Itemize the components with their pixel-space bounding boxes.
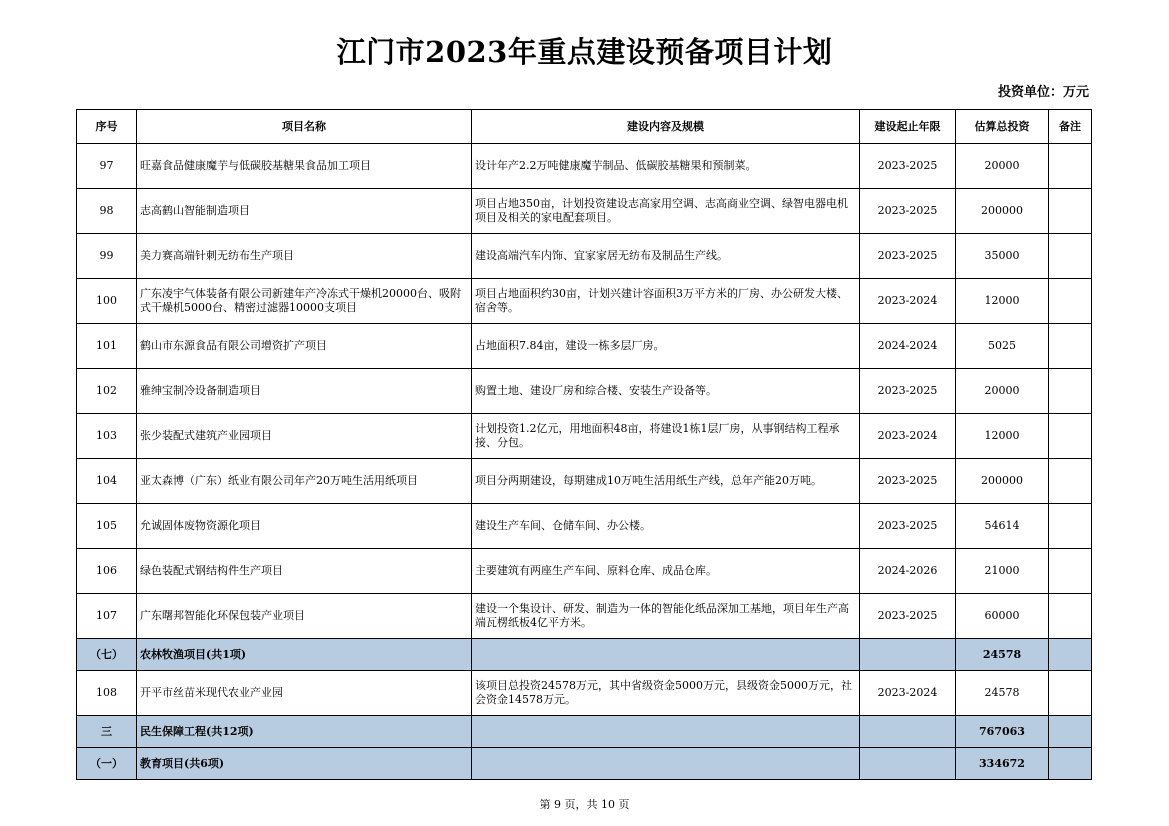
- cell-note: [1049, 234, 1092, 279]
- cell-period: 2023-2024: [860, 414, 956, 459]
- table-row: [77, 279, 1092, 324]
- cell-investment: 24578: [956, 671, 1049, 716]
- cell-period: [860, 716, 956, 748]
- cell-content: 建设一个集设计、研发、制造为一体的智能化纸品深加工基地，项目年生产高端瓦楞纸板4亿平方米。: [472, 594, 860, 639]
- cell-note: [1049, 504, 1092, 549]
- cell-content: 主要建筑有两座生产车间、原料仓库、成品仓库。: [472, 549, 860, 594]
- project-table: [76, 109, 1092, 780]
- table-row: [77, 671, 1092, 716]
- cell-note: [1049, 144, 1092, 189]
- table-row: [77, 414, 1092, 459]
- table-header-row: [77, 110, 1092, 144]
- cell-name: 张少装配式建筑产业园项目: [137, 414, 472, 459]
- cell-period: 2023-2025: [860, 144, 956, 189]
- cell-note: [1049, 279, 1092, 324]
- cell-period: 2023-2025: [860, 234, 956, 279]
- cell-name: 雅绅宝制冷设备制造项目: [137, 369, 472, 414]
- cell-investment: 334672: [956, 748, 1049, 780]
- cell-name: 广东凌宇气体装备有限公司新建年产冷冻式干燥机20000台、吸附式干燥机5000台、精密过滤器10000支项目: [137, 279, 472, 324]
- table-row: [77, 369, 1092, 414]
- cell-investment: 54614: [956, 504, 1049, 549]
- cell-seq: 100: [77, 279, 137, 324]
- cell-name: 绿色装配式钢结构件生产项目: [137, 549, 472, 594]
- cell-investment: 200000: [956, 459, 1049, 504]
- cell-seq: 104: [77, 459, 137, 504]
- table-row: [77, 189, 1092, 234]
- cell-investment: 12000: [956, 414, 1049, 459]
- cell-name: 允诚固体废物资源化项目: [137, 504, 472, 549]
- cell-period: 2024-2026: [860, 549, 956, 594]
- cell-content: 购置土地、建设厂房和综合楼、安装生产设备等。: [472, 369, 860, 414]
- header-investment: 估算总投资: [956, 110, 1049, 144]
- table-row: [77, 459, 1092, 504]
- header-note: 备注: [1049, 110, 1092, 144]
- cell-seq: 三: [77, 716, 137, 748]
- table-row: [77, 234, 1092, 279]
- cell-content: [472, 748, 860, 780]
- cell-seq: 108: [77, 671, 137, 716]
- cell-content: 该项目总投资24578万元，其中省级资金5000万元，县级资金5000万元，社会资金14578万元。: [472, 671, 860, 716]
- cell-period: [860, 639, 956, 671]
- cell-name: 民生保障工程(共12项): [137, 716, 472, 748]
- cell-name: 开平市丝苗米现代农业产业园: [137, 671, 472, 716]
- cell-period: [860, 748, 956, 780]
- table-row: [77, 144, 1092, 189]
- cell-note: [1049, 414, 1092, 459]
- cell-note: [1049, 716, 1092, 748]
- cell-seq: 97: [77, 144, 137, 189]
- cell-name: 志高鹤山智能制造项目: [137, 189, 472, 234]
- cell-investment: 20000: [956, 144, 1049, 189]
- cell-investment: 20000: [956, 369, 1049, 414]
- table-group-row: [77, 748, 1092, 780]
- cell-note: [1049, 189, 1092, 234]
- table-row: [77, 504, 1092, 549]
- header-name: 项目名称: [137, 110, 472, 144]
- cell-period: 2023-2025: [860, 369, 956, 414]
- cell-content: 占地面积7.84亩，建设一栋多层厂房。: [472, 324, 860, 369]
- cell-content: 设计年产2.2万吨健康魔芋制品、低碳胶基糖果和预制菜。: [472, 144, 860, 189]
- cell-period: 2023-2025: [860, 459, 956, 504]
- cell-note: [1049, 594, 1092, 639]
- investment-unit-label: 投资单位：万元: [997, 85, 1089, 100]
- cell-note: [1049, 369, 1092, 414]
- cell-period: 2023-2024: [860, 671, 956, 716]
- cell-content: [472, 716, 860, 748]
- cell-seq: （一）: [77, 748, 137, 780]
- cell-content: 项目占地面积约30亩，计划兴建计容面积3万平方米的厂房、办公研发大楼、宿舍等。: [472, 279, 860, 324]
- table-group-row: [77, 716, 1092, 748]
- cell-seq: 105: [77, 504, 137, 549]
- header-period: 建设起止年限: [860, 110, 956, 144]
- cell-name: 美力赛高端针刺无纺布生产项目: [137, 234, 472, 279]
- cell-name: 旺嘉食品健康魔芋与低碳胶基糖果食品加工项目: [137, 144, 472, 189]
- header-seq: 序号: [77, 110, 137, 144]
- cell-period: 2023-2025: [860, 594, 956, 639]
- cell-content: 建设高端汽车内饰、宜家家居无纺布及制品生产线。: [472, 234, 860, 279]
- table-group-row: [77, 639, 1092, 671]
- cell-note: [1049, 639, 1092, 671]
- cell-investment: 21000: [956, 549, 1049, 594]
- cell-seq: 103: [77, 414, 137, 459]
- cell-note: [1049, 459, 1092, 504]
- cell-name: 农林牧渔项目(共1项): [137, 639, 472, 671]
- cell-content: 建设生产车间、仓储车间、办公楼。: [472, 504, 860, 549]
- cell-seq: 107: [77, 594, 137, 639]
- cell-period: 2023-2025: [860, 504, 956, 549]
- header-content: 建设内容及规模: [472, 110, 860, 144]
- cell-content: 计划投资1.2亿元，用地面积48亩，将建设1栋1层厂房，从事钢结构工程承接、分包。: [472, 414, 860, 459]
- cell-note: [1049, 549, 1092, 594]
- cell-investment: 5025: [956, 324, 1049, 369]
- cell-period: 2023-2025: [860, 189, 956, 234]
- cell-seq: （七）: [77, 639, 137, 671]
- cell-period: 2023-2024: [860, 279, 956, 324]
- table-row: [77, 594, 1092, 639]
- cell-investment: 200000: [956, 189, 1049, 234]
- cell-investment: 767063: [956, 716, 1049, 748]
- cell-investment: 60000: [956, 594, 1049, 639]
- cell-seq: 102: [77, 369, 137, 414]
- cell-seq: 106: [77, 549, 137, 594]
- cell-seq: 99: [77, 234, 137, 279]
- page-footer: 第 9 页，共 10 页: [539, 798, 630, 811]
- cell-content: [472, 639, 860, 671]
- cell-investment: 24578: [956, 639, 1049, 671]
- cell-content: 项目占地350亩，计划投资建设志高家用空调、志高商业空调、绿智电器电机项目及相关的家电配套项目。: [472, 189, 860, 234]
- cell-seq: 101: [77, 324, 137, 369]
- cell-investment: 35000: [956, 234, 1049, 279]
- cell-investment: 12000: [956, 279, 1049, 324]
- cell-name: 鹤山市东源食品有限公司增资扩产项目: [137, 324, 472, 369]
- cell-note: [1049, 324, 1092, 369]
- cell-seq: 98: [77, 189, 137, 234]
- cell-name: 亚太森博（广东）纸业有限公司年产20万吨生活用纸项目: [137, 459, 472, 504]
- table-row: [77, 549, 1092, 594]
- cell-period: 2024-2024: [860, 324, 956, 369]
- cell-name: 广东曙邦智能化环保包装产业项目: [137, 594, 472, 639]
- page-title: 江门市2023年重点建设预备项目计划: [336, 35, 833, 69]
- cell-note: [1049, 748, 1092, 780]
- cell-name: 教育项目(共6项): [137, 748, 472, 780]
- cell-note: [1049, 671, 1092, 716]
- table-row: [77, 324, 1092, 369]
- cell-content: 项目分两期建设，每期建成10万吨生活用纸生产线，总年产能20万吨。: [472, 459, 860, 504]
